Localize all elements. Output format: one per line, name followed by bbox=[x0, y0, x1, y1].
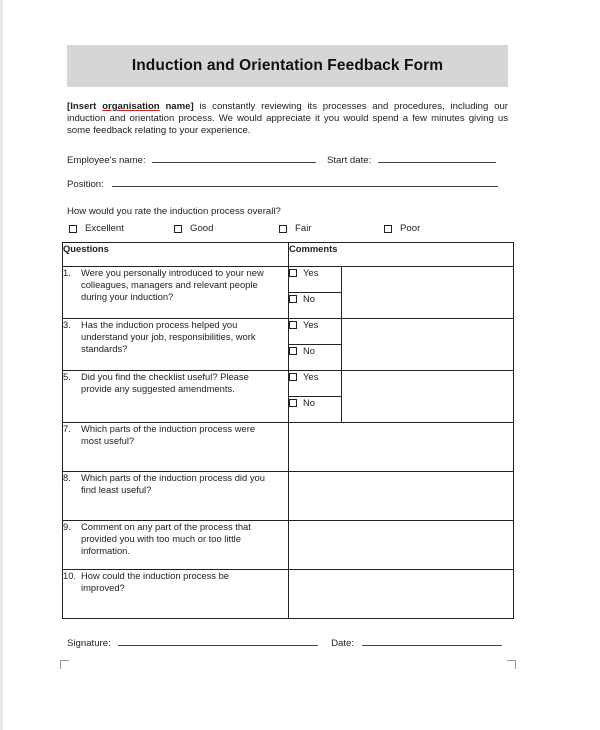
position-label: Position: bbox=[67, 179, 104, 190]
question-cell bbox=[63, 267, 289, 319]
page-corner-mark bbox=[60, 660, 69, 669]
comment-cell[interactable] bbox=[289, 570, 514, 619]
yes-option[interactable] bbox=[289, 319, 342, 345]
question-cell bbox=[63, 570, 289, 619]
questions-header: Questions bbox=[63, 243, 289, 267]
question-text: Has the induction process helped you understand your job, responsibilities, work standards? bbox=[81, 319, 256, 354]
question-number: 9. bbox=[63, 521, 71, 532]
checkbox-icon[interactable] bbox=[289, 347, 297, 355]
employee-name-label: Employee's name: bbox=[67, 155, 146, 166]
rating-label: Excellent bbox=[85, 223, 124, 234]
question-text: How could the induction process be improved? bbox=[81, 570, 230, 593]
page-corner-mark bbox=[507, 660, 516, 669]
yes-label: Yes bbox=[303, 371, 319, 382]
question-cell bbox=[63, 521, 289, 570]
question-cell bbox=[63, 472, 289, 521]
comment-cell[interactable] bbox=[342, 267, 514, 319]
checkbox-icon[interactable] bbox=[289, 295, 297, 303]
yes-option[interactable] bbox=[289, 267, 342, 293]
checkbox-icon[interactable] bbox=[69, 225, 77, 233]
rating-option-poor[interactable] bbox=[384, 223, 420, 234]
page-edge bbox=[0, 0, 3, 730]
no-label: No bbox=[303, 293, 315, 304]
table-row bbox=[63, 267, 514, 293]
question-text: Did you find the checklist useful? Please provide any suggested amendments. bbox=[81, 371, 249, 394]
table-row bbox=[63, 521, 514, 570]
table-row bbox=[63, 472, 514, 521]
question-number: 3. bbox=[63, 319, 71, 330]
start-date-field[interactable] bbox=[378, 153, 496, 163]
org-bracket-open: [Insert bbox=[67, 101, 103, 112]
checkbox-icon[interactable] bbox=[279, 225, 287, 233]
intro-paragraph bbox=[67, 101, 508, 137]
table-header-row bbox=[63, 243, 514, 267]
checkbox-icon[interactable] bbox=[289, 269, 297, 277]
intro-text: is constantly reviewing its processes and procedures, including our induction and orientation process. We would appreciate it you would spend a few minutes giving us some feedback relating to your experience. bbox=[67, 101, 508, 136]
comment-cell[interactable] bbox=[342, 371, 514, 423]
start-date-label: Start date: bbox=[326, 155, 372, 166]
yes-option[interactable] bbox=[289, 371, 342, 397]
table-row bbox=[63, 371, 514, 397]
page-title: Induction and Orientation Feedback Form bbox=[131, 57, 444, 74]
position-field[interactable] bbox=[112, 177, 498, 187]
no-option[interactable] bbox=[289, 345, 342, 371]
checkbox-icon[interactable] bbox=[289, 321, 297, 329]
comment-cell[interactable] bbox=[342, 319, 514, 371]
question-number: 5. bbox=[63, 371, 71, 382]
rating-option-excellent[interactable] bbox=[69, 223, 124, 234]
date-field[interactable] bbox=[362, 636, 502, 646]
rating-option-fair[interactable] bbox=[279, 223, 312, 234]
question-number: 8. bbox=[63, 472, 71, 483]
comment-cell[interactable] bbox=[289, 423, 514, 472]
yes-label: Yes bbox=[303, 319, 319, 330]
title-banner bbox=[67, 45, 508, 87]
signature-label: Signature: bbox=[67, 638, 111, 649]
yes-label: Yes bbox=[303, 267, 319, 278]
rating-label: Good bbox=[190, 223, 214, 234]
date-label: Date: bbox=[331, 638, 355, 649]
org-bracket-close: name] bbox=[159, 101, 194, 112]
question-text: Which parts of the induction process were most useful? bbox=[81, 423, 256, 446]
question-number: 7. bbox=[63, 423, 71, 434]
rating-question: How would you rate the induction process overall? bbox=[67, 206, 281, 217]
table-row bbox=[63, 319, 514, 345]
no-label: No bbox=[303, 397, 315, 408]
position-row bbox=[67, 177, 498, 190]
no-option[interactable] bbox=[289, 397, 342, 423]
comment-cell[interactable] bbox=[289, 521, 514, 570]
signature-row bbox=[67, 636, 502, 649]
checkbox-icon[interactable] bbox=[289, 399, 297, 407]
question-number: 1. bbox=[63, 267, 71, 278]
question-cell bbox=[63, 423, 289, 472]
question-number: 10. bbox=[63, 570, 77, 581]
table-row bbox=[63, 423, 514, 472]
question-cell bbox=[63, 371, 289, 423]
comments-header: Comments bbox=[289, 243, 514, 267]
employee-name-field[interactable] bbox=[152, 153, 316, 163]
org-placeholder bbox=[67, 101, 194, 112]
rating-label: Poor bbox=[400, 223, 421, 234]
checkbox-icon[interactable] bbox=[174, 225, 182, 233]
rating-label: Fair bbox=[295, 223, 312, 234]
checkbox-icon[interactable] bbox=[289, 373, 297, 381]
question-cell bbox=[63, 319, 289, 371]
org-word: organisation bbox=[102, 101, 160, 112]
no-option[interactable] bbox=[289, 293, 342, 319]
no-label: No bbox=[303, 345, 315, 356]
feedback-table bbox=[62, 242, 514, 619]
signature-field[interactable] bbox=[118, 636, 318, 646]
question-text: Comment on any part of the process that provided you with too much or too little information. bbox=[81, 521, 251, 556]
comment-cell[interactable] bbox=[289, 472, 514, 521]
question-text: Which parts of the induction process did you find least useful? bbox=[81, 472, 265, 495]
checkbox-icon[interactable] bbox=[384, 225, 392, 233]
employee-row bbox=[67, 153, 496, 166]
table-row bbox=[63, 570, 514, 619]
question-text: Were you personally introduced to your new colleagues, managers and relevant people during your induction? bbox=[81, 267, 264, 302]
rating-option-good[interactable] bbox=[174, 223, 213, 234]
